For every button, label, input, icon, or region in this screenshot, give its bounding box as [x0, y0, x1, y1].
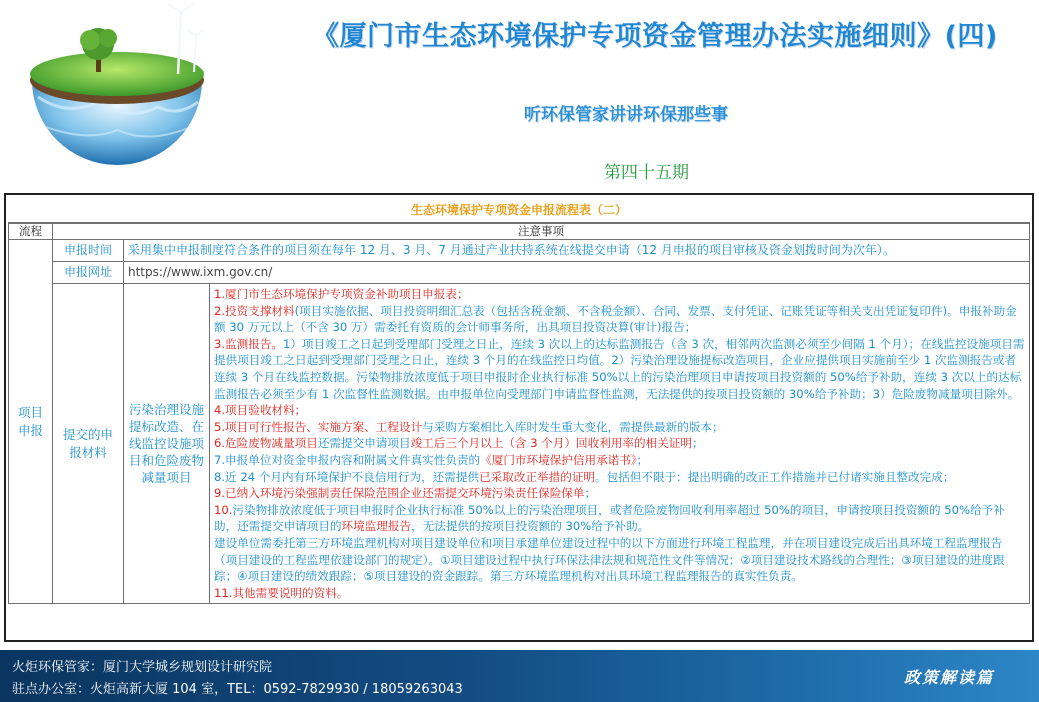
list-item-text: ，无法提供的按项目投资额的 30%给予补助。	[411, 519, 650, 534]
footer-contact: 驻点办公室：火炬高新大厦 104 室，TEL：0592-7829930 / 18059263043	[12, 682, 463, 697]
list-item	[214, 336, 1025, 402]
table-row	[9, 240, 1030, 262]
materials-list	[210, 284, 1030, 604]
table-title: 生态环境保护专项资金申报流程表（二）	[8, 197, 1030, 223]
list-item-text: 。包括但不限于：提出明确的改正工作措施并已付诸实施且整改完成；	[595, 469, 955, 484]
table-row	[9, 262, 1030, 284]
flow-label-text: 项目 申报	[17, 404, 43, 438]
list-item	[214, 585, 1025, 602]
row-text-time: 采用集中申报制度符合条件的项目须在每年 12 月、3 月、7 月通过产业扶持系统在线提交申请（12 月申报的项目审核及资金划拨时间为次年）。	[124, 240, 1030, 262]
row-label-time: 申报时间	[53, 240, 124, 262]
list-item-text: 1.厦门市生态环境保护专项资金补助项目申报表；	[214, 287, 469, 301]
procedure-table	[8, 223, 1030, 604]
list-item	[214, 452, 1025, 469]
list-item-text: 11.其他需要说明的资料。	[214, 585, 349, 600]
list-item-text: 还需提交申请项目	[317, 436, 411, 451]
list-item	[214, 303, 1025, 336]
list-item-text: 污染物排放浓度低于项目申报时企业执行标准 50%以上的污染治理项目，或者危险废物回收利用率超过 50%的项目，申请按项目投资额的 50%给予补助，还需提交申请项目的	[214, 502, 1005, 534]
list-item-text: 竣工后三个月以上（含 3 个月）回收利用率的相关证明	[410, 436, 692, 451]
list-item-text: (项目实施依据、项目投资明细汇总表（包括含税金额、不含税金额）、合同、发票、支付凭证、记账凭证等相关支出凭证复印件)。申报补助金额 30 万元以上（不含 30 万）需委托有资质的会计师事务所，出具项目投资决算(审计)报告；	[214, 303, 1017, 335]
list-item-text: ；	[691, 436, 704, 451]
list-item-text: 与采购方案相比入库时发生重大变化，需提供最新的版本；	[422, 419, 724, 434]
list-item-text: 9.已纳入环境污染强制责任保险范围企业还需提交环境污染责任保险保单	[214, 486, 585, 501]
list-item-text: 3.监测报告。	[214, 336, 284, 351]
materials-label: 提交的申报材料	[53, 284, 124, 604]
header-flow: 流程	[9, 224, 53, 240]
procedure-table-frame	[4, 193, 1034, 642]
list-item-text: ；	[636, 452, 649, 467]
list-item-text: 5.项目可行性报告、实施方案、工程设计	[214, 419, 423, 434]
row-label-website: 申报网址	[53, 262, 124, 284]
list-item	[214, 286, 1025, 303]
page-title: 《厦门市生态环境保护专项资金管理办法实施细则》(四)	[312, 21, 998, 52]
earth-globe-illustration	[28, 2, 206, 190]
footer-org: 火炬环保管家：厦门大学城乡规划设计研究院	[12, 660, 273, 675]
list-item-text: 已采取改正举措的证明	[479, 469, 596, 484]
list-item-text: 6.危险废物减量项目	[214, 436, 318, 451]
table-header-row	[9, 224, 1030, 240]
list-item	[214, 485, 1025, 502]
list-item-text: 1）项目竣工之日起到受理部门受理之日止，连续 3 次以上的达标监测报告（含 3 次，相邻两次监测必须至少间隔 1 个月）；在线监控设施项目需提供项目竣工之日起到受理部门受理之日止，连续 3 个月的在线监控日均值。2）污染治理设施提标改造项目，企业应提供项目实施前至少 1 次监测报告或者连续 3 个月在线监控数据。污染物排放浓度低于项目申报时企业执行标准 50%以上的污染治理项目申请按项目投资额的 50%给予补助，连续 3 次以上的达标监测报告必须至少有 1 次监督性监测数据。由申报单位向受理部门申请监督性监测，无法提供的按项目投资额的 30%给予补助；3）危险废物减量项目除外。	[214, 336, 1025, 401]
page-subtitle: 听环保管家讲讲环保那些事	[524, 105, 728, 125]
table-row	[9, 284, 1030, 604]
list-item	[214, 469, 1025, 486]
project-category: 污染治理设施提标改造、在线监控设施项目和危险废物减量项目	[124, 284, 210, 604]
list-item	[214, 535, 1025, 585]
list-item	[214, 502, 1025, 535]
list-item-text: 4.项目验收材料；	[214, 403, 307, 418]
list-item-text: 7.申报单位对资金申报内容和附属文件真实性负责的	[214, 452, 481, 467]
list-item	[214, 435, 1025, 452]
header-notes: 注意事项	[53, 224, 1030, 240]
list-item	[214, 419, 1025, 436]
list-item-text: 环境监理报告	[341, 519, 412, 534]
flow-label	[9, 240, 53, 604]
list-item-text: 《厦门市环境保护信用承诺书》	[480, 452, 637, 467]
list-item-text: 8.近 24 个月内有环境保护不良信用行为，还需提供	[214, 469, 480, 484]
list-item-text: 建设单位需委托第三方环境监理机构对项目建设单位和项目承建单位建设过程中的以下方面进行环境工程监理，并在项目建设完成后出具环境工程监理报告（项目建设的工程监理依建设部门的规定）。①项目建设过程中执行环保法律法规和规范性文件等情况；②项目建设技术路线的合理性；③项目建设的进度跟踪；④项目建设的绩效跟踪；⑤项目建设的资金跟踪。第三方环境监理机构对出具环境工程监理报告的真实性负责。	[214, 535, 1005, 584]
list-item-text: 10.	[214, 502, 233, 517]
footer-tag: 政策解读篇	[904, 668, 995, 687]
issue-number: 第四十五期	[604, 163, 689, 183]
list-item-text: ；	[584, 486, 597, 501]
list-item-text: 2.投资支撑材料	[214, 303, 295, 318]
list-item	[214, 402, 1025, 419]
row-text-website: https://www.ixm.gov.cn/	[124, 262, 1030, 284]
